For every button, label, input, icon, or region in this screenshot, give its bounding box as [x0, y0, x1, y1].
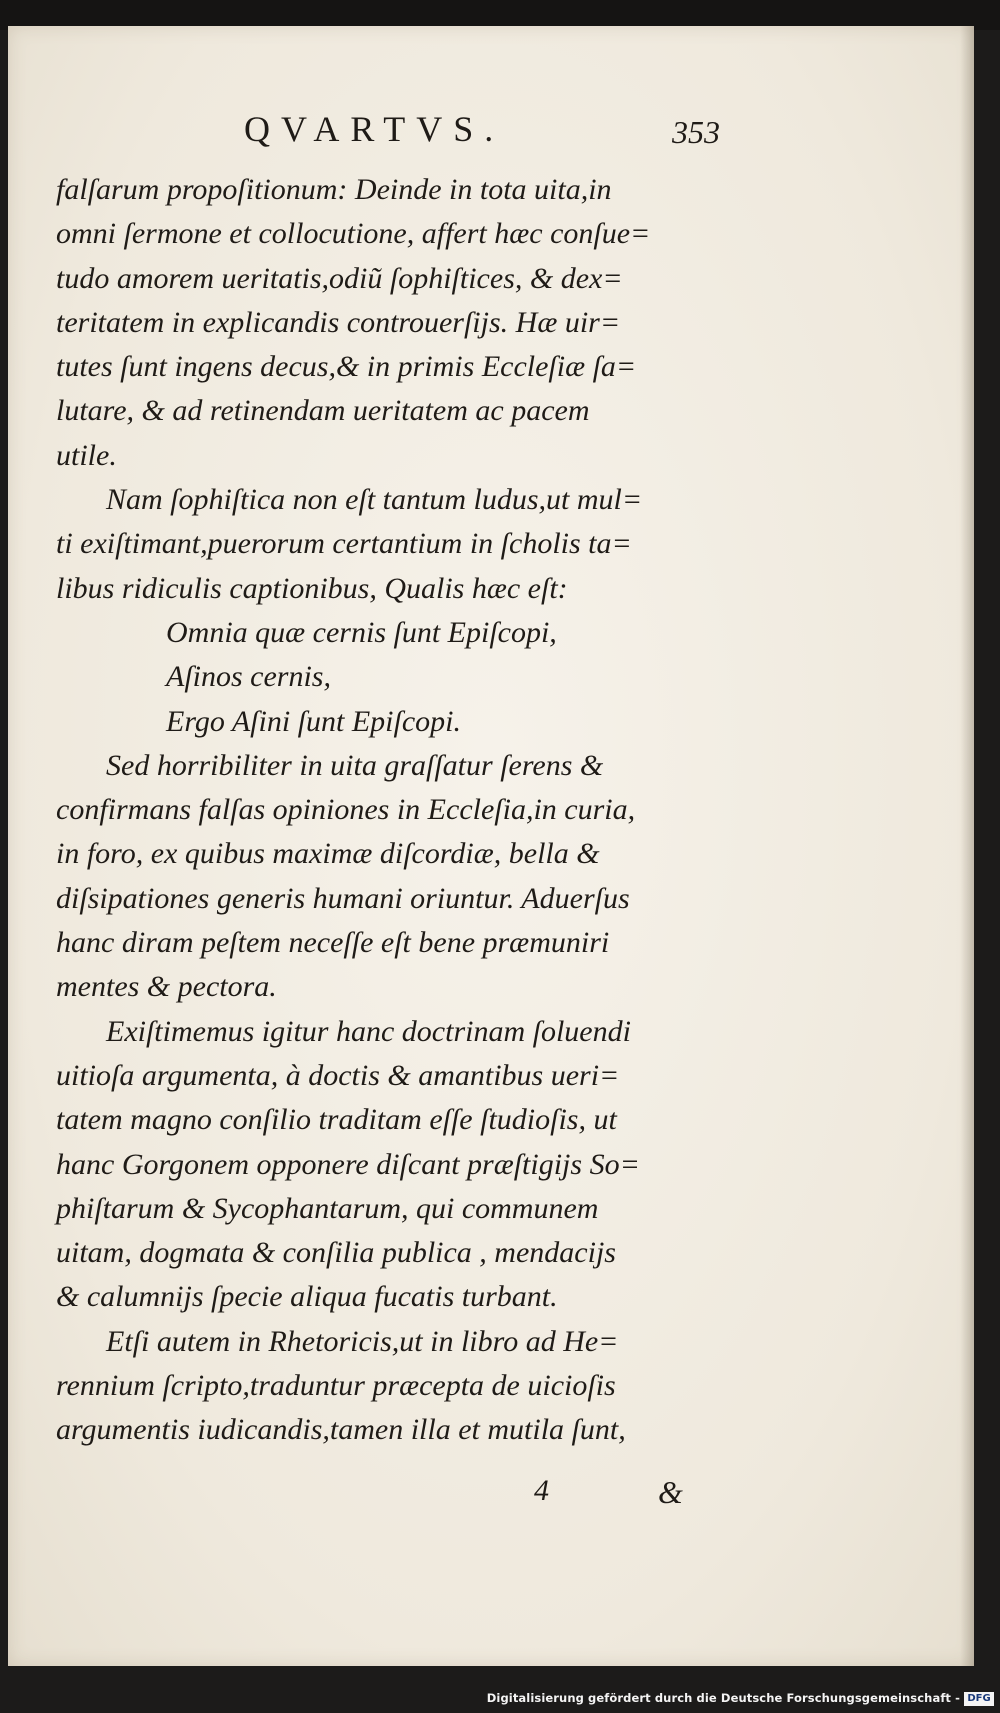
page-edge-shadow [960, 26, 974, 1666]
text-line: lutare, & ad retinendam ueritatem ac pacem [56, 394, 590, 428]
dfg-logo-icon: DFG [964, 1692, 994, 1706]
text-line: Exiſtimemus igitur hanc doctrinam ſoluendi [106, 1014, 631, 1048]
running-head: QVARTVS. [244, 109, 505, 149]
scan-credit-bar [0, 1685, 1000, 1713]
page-header [8, 108, 974, 158]
text-line: Sed horribiliter in uita graſſatur ſerens & [106, 748, 604, 782]
text-line: Nam ſophiſtica non eſt tantum ludus,ut mul= [106, 483, 643, 517]
text-line: mentes & pectora. [56, 970, 277, 1004]
paragraph-1 [56, 168, 736, 478]
page-foot-marks [8, 1474, 974, 1514]
catchword: & [658, 1474, 683, 1510]
paragraph-5 [56, 1320, 736, 1453]
paragraph-3 [56, 744, 736, 1010]
signature-mark: 4 [534, 1474, 549, 1507]
text-line: ti exiſtimant,puerorum certantium in ſcholis ta= [56, 527, 632, 561]
paragraph-2 [56, 478, 736, 611]
verse-block [56, 611, 736, 744]
digitization-credit: Digitalisierung gefördert durch die Deutsche Forschungsgemeinschaft - [486, 1691, 960, 1705]
text-line: rennium ſcripto,traduntur præcepta de uicioſis [56, 1369, 616, 1403]
text-line: falſarum propoſitionum: Deinde in tota uita,in [56, 173, 612, 206]
text-line: argumentis iudicandis,tamen illa et mutila ſunt, [56, 1413, 626, 1447]
verse-line: Ergo Aſini ſunt Epiſcopi. [166, 704, 461, 738]
text-line: tudo amorem ueritatis,odiũ ſophiſtices, & dex= [56, 261, 623, 295]
text-line: in foro, ex quibus maximæ diſcordiæ, bella & [56, 837, 600, 871]
text-line: libus ridiculis captionibus, Qualis hæc eſt: [56, 571, 568, 605]
verse-line: Omnia quæ cernis ſunt Epiſcopi, [166, 615, 557, 649]
text-line: phiſtarum & Sycophantarum, qui communem [56, 1191, 599, 1225]
text-line: & calumnijs ſpecie aliqua fucatis turbant. [56, 1280, 558, 1314]
text-line: uitam, dogmata & conſilia publica , mendacijs [56, 1236, 616, 1270]
text-block [56, 168, 736, 1453]
paragraph-4 [56, 1010, 736, 1320]
text-line: omni ſermone et collocutione, affert hæc conſue= [56, 217, 651, 251]
verse-line: Aſinos cernis, [166, 660, 331, 694]
text-line: hanc Gorgonem opponere diſcant præſtigijs So= [56, 1147, 640, 1181]
text-line: uitioſa argumenta, à doctis & amantibus ueri= [56, 1058, 620, 1092]
text-line: hanc diram peſtem neceſſe eſt bene præmuniri [56, 926, 610, 960]
text-line: diſsipationes generis humani oriuntur. Aduerſus [56, 881, 630, 915]
text-line: utile. [56, 438, 117, 472]
text-line: Etſi autem in Rhetoricis,ut in libro ad He= [106, 1324, 619, 1358]
text-line: confirmans falſas opiniones in Eccleſia,in curia, [56, 793, 636, 827]
book-page [8, 26, 974, 1666]
text-line: teritatem in explicandis controuerſijs. Hæ uir= [56, 305, 621, 339]
page-number: 353 [672, 114, 720, 150]
text-line: tatem magno conſilio traditam eſſe ſtudioſis, ut [56, 1103, 617, 1137]
text-line: tutes ſunt ingens decus,& in primis Eccleſiæ ſa= [56, 350, 637, 384]
